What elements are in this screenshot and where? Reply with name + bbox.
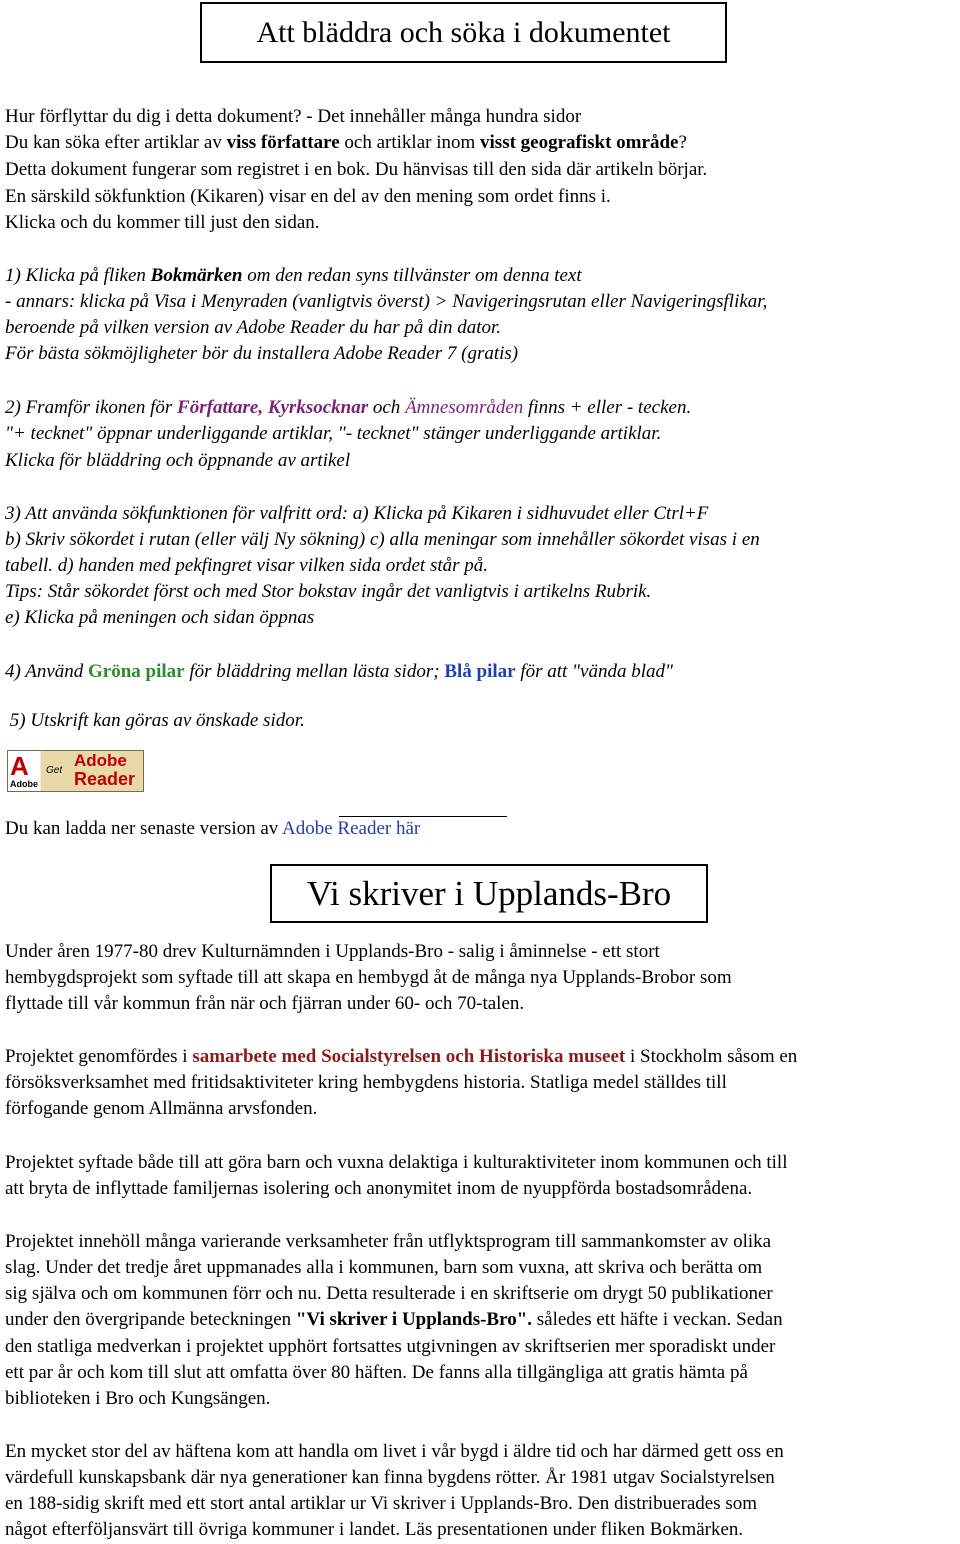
paragraph-line: biblioteken i Bro och Kungsängen. bbox=[5, 1388, 271, 1409]
step1-line: 1) Klicka på fliken Bokmärken om den redan syns tillvänster om denna text bbox=[5, 265, 582, 286]
step1-line: För bästa sökmöjligheter bör du installera Adobe Reader 7 (gratis) bbox=[5, 343, 519, 364]
paragraph-line: något efterföljansvärt till övriga kommuner i landet. Läs presentationen under fliken Bokmärken. bbox=[5, 1519, 744, 1540]
document-title: Att bläddra och söka i dokumentet bbox=[200, 2, 727, 63]
paragraph-line: försöksverksamhet med fritidsaktiviteter kring hembygdens historia. Statliga medel ställdes till bbox=[5, 1072, 727, 1093]
step1-line: - annars: klicka på Visa i Menyraden (vanligtvis överst) > Navigeringsrutan eller Navigeringsflikar, bbox=[5, 291, 768, 312]
logo-adobe-word: Adobe bbox=[74, 751, 127, 770]
paragraph-line: Under åren 1977-80 drev Kulturnämnden i Upplands-Bro - salig i åminnelse - ett stort bbox=[5, 941, 660, 962]
paragraph-line: Projektet syftade både till att göra barn och vuxna delaktiga i kulturaktiviteter inom kommunen och till bbox=[5, 1152, 788, 1173]
step3-line: b) Skriv sökordet i rutan (eller välj Ny sökning) c) alla meningar som innehåller sökordet visas i en bbox=[5, 529, 760, 550]
step3-line: e) Klicka på meningen och sidan öppnas bbox=[5, 607, 315, 628]
step2-line: Klicka för bläddring och öppnande av artikel bbox=[5, 450, 351, 471]
download-line: Du kan ladda ner senaste version av Adobe Reader här bbox=[5, 818, 421, 839]
step4-line: 4) Använd Gröna pilar för bläddring mellan lästa sidor; Blå pilar för att "vända blad" bbox=[5, 661, 673, 682]
step3-line: tabell. d) handen med pekfingret visar vilken sida ordet står på. bbox=[5, 555, 489, 576]
step2-line: "+ tecknet" öppnar underliggande artiklar, "- tecknet" stänger underliggande artiklar. bbox=[5, 423, 662, 444]
step5-line: 5) Utskrift kan göras av önskade sidor. bbox=[5, 710, 305, 731]
logo-adobe-text: Adobe bbox=[10, 779, 38, 789]
step3-line: Tips: Står sökordet först och med Stor bokstav ingår det vanligtvis i artikelns Rubrik. bbox=[5, 581, 652, 602]
intro-line: Hur förflyttar du dig i detta dokument? - Det innehåller många hundra sidor bbox=[5, 106, 582, 127]
get-adobe-reader-logo[interactable] bbox=[7, 750, 144, 792]
paragraph-line: flyttade till vår kommun från när och fjärran under 60- och 70-talen. bbox=[5, 993, 525, 1014]
step2-line: 2) Framför ikonen för Författare, Kyrksocknar och Ämnesområden finns + eller - tecken. bbox=[5, 397, 692, 418]
paragraph-line: Projektet innehöll många varierande verksamheter från utflyktsprogram till sammankomster av olika bbox=[5, 1231, 772, 1252]
paragraph-line: ett par år och kom till slut att omfatta över 80 häften. De fanns alla tillgängliga att gratis hämta på bbox=[5, 1362, 748, 1383]
logo-reader-word: Reader bbox=[74, 769, 136, 789]
paragraph-line: En mycket stor del av häftena kom att handla om livet i vår bygd i äldre tid och har därmed gett oss en bbox=[5, 1441, 784, 1462]
paragraph-line: under den övergripande beteckningen "Vi skriver i Upplands-Bro". således ett häfte i veckan. Sedan bbox=[5, 1309, 783, 1330]
step1-line: beroende på vilken version av Adobe Reader du har på din dator. bbox=[5, 317, 502, 338]
intro-line: Detta dokument fungerar som registret i en bok. Du hänvisas till den sida där artikeln börjar. bbox=[5, 159, 708, 180]
paragraph-line: den statliga medverkan i projektet upphört fortsattes utgivningen av skriftserien mer sporadiskt under bbox=[5, 1336, 776, 1357]
paragraph-line: en 188-sidig skrift med ett stort antal artiklar ur Vi skriver i Upplands-Bro. Den distribuerades som bbox=[5, 1493, 758, 1514]
step3-line: 3) Att använda sökfunktionen för valfritt ord: a) Klicka på Kikaren i sidhuvudet eller Ctrl+F bbox=[5, 503, 709, 524]
intro-line: Du kan söka efter artiklar av viss författare och artiklar inom visst geografiskt område? bbox=[5, 132, 687, 153]
paragraph-line: värdefull kunskapsbank där nya generationer kan finna bygdens rötter. År 1981 utgav Socialstyrelsen bbox=[5, 1467, 775, 1488]
adobe-a-icon: A bbox=[10, 751, 29, 781]
intro-line: En särskild sökfunktion (Kikaren) visar en del av den mening som ordet finns i. bbox=[5, 186, 611, 207]
paragraph-line: Projektet genomfördes i samarbete med Socialstyrelsen och Historiska museet i Stockholm såsom en bbox=[5, 1046, 798, 1067]
paragraph-line: sig själva och om kommunen förr och nu. Detta resulterade i en skriftserie om drygt 50 publikationer bbox=[5, 1283, 773, 1304]
paragraph-line: förfogande genom Allmänna arvsfonden. bbox=[5, 1098, 318, 1119]
adobe-reader-link[interactable]: Adobe Reader här bbox=[282, 818, 421, 839]
intro-line: Klicka och du kommer till just den sidan. bbox=[5, 212, 320, 233]
paragraph-line: att bryta de inflyttade familjernas isolering och anonymitet inom de nyuppförda bostadsområdena. bbox=[5, 1178, 753, 1199]
logo-get-text: Get bbox=[46, 765, 63, 776]
paragraph-line: hembygdsprojekt som syftade till att skapa en hembygd åt de många nya Upplands-Brobor som bbox=[5, 967, 732, 988]
paragraph-line: slag. Under det tredje året uppmanades alla i kommunen, barn som vuxna, att skriva och berätta om bbox=[5, 1257, 763, 1278]
section-title: Vi skriver i Upplands-Bro bbox=[270, 864, 708, 923]
